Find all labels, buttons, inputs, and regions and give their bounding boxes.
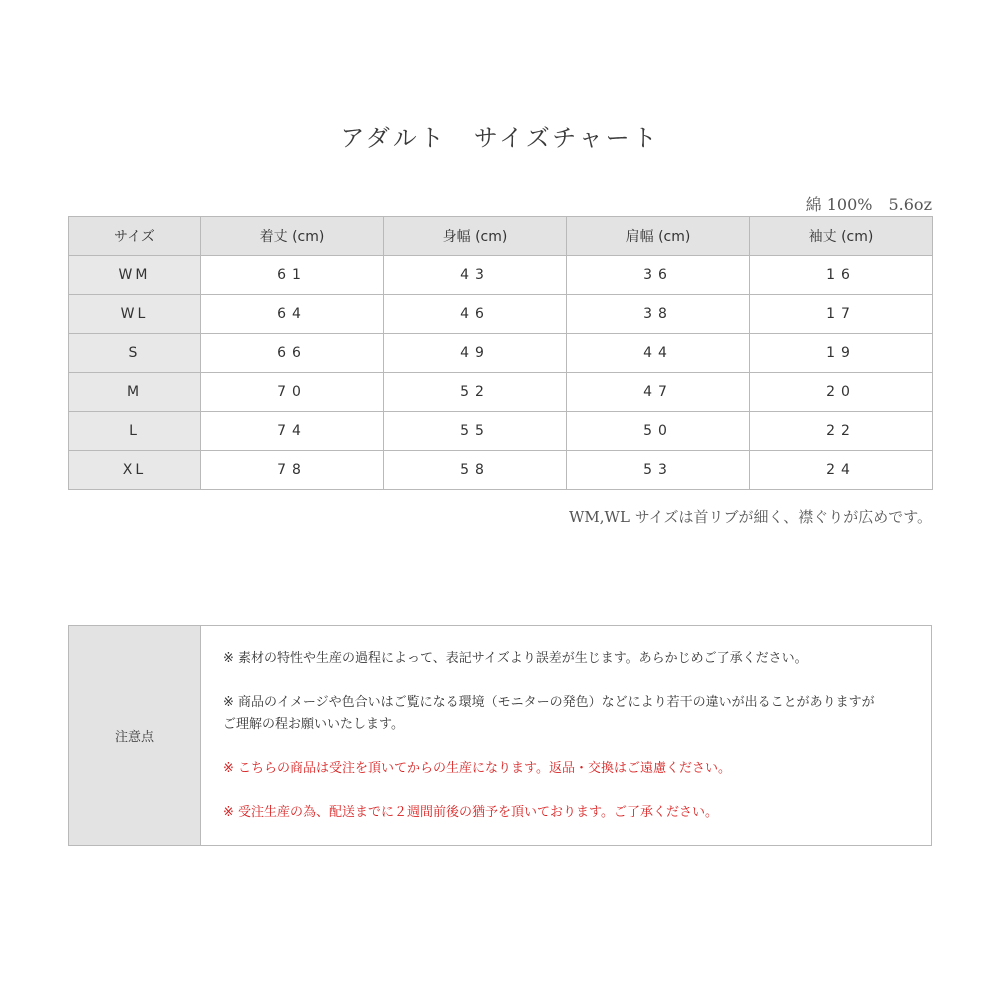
- body-width-value: 55: [384, 412, 567, 451]
- caution-item-warning: ※ こちらの商品は受注を頂いてからの生産になります。返品・交換はご遠慮ください。: [223, 760, 731, 776]
- header-sleeve-length: 袖丈 (cm): [750, 217, 933, 256]
- caution-label: 注意点: [69, 626, 201, 846]
- caution-item-warning: ※ 受注生産の為、配送までに２週間前後の猶予を頂いております。ご了承ください。: [223, 804, 718, 820]
- body-width-value: 43: [384, 256, 567, 295]
- header-body-width: 身幅 (cm): [384, 217, 567, 256]
- caution-table: [68, 625, 932, 846]
- table-row: [69, 256, 933, 295]
- table-header-row: [69, 217, 933, 256]
- shoulder-width-value: 47: [567, 373, 750, 412]
- size-label: L: [69, 412, 201, 451]
- size-chart-table: [68, 216, 933, 490]
- sleeve-length-value: 22: [750, 412, 933, 451]
- length-value: 64: [201, 295, 384, 334]
- body-width-value: 58: [384, 451, 567, 490]
- table-row: [69, 412, 933, 451]
- size-label: XL: [69, 451, 201, 490]
- shoulder-width-value: 38: [567, 295, 750, 334]
- size-label: WM: [69, 256, 201, 295]
- table-row: [69, 451, 933, 490]
- sleeve-length-value: 16: [750, 256, 933, 295]
- page-title: アダルト サイズチャート: [340, 124, 660, 152]
- table-row: [69, 373, 933, 412]
- size-label: WL: [69, 295, 201, 334]
- shoulder-width-value: 36: [567, 256, 750, 295]
- header-shoulder-width: 肩幅 (cm): [567, 217, 750, 256]
- size-note: WM,WL サイズは首リブが細く、襟ぐりが広めです。: [569, 508, 932, 526]
- sleeve-length-value: 20: [750, 373, 933, 412]
- sleeve-length-value: 24: [750, 451, 933, 490]
- length-value: 78: [201, 451, 384, 490]
- header-size: サイズ: [69, 217, 201, 256]
- length-value: 74: [201, 412, 384, 451]
- length-value: 66: [201, 334, 384, 373]
- caution-item: ※ 素材の特性や生産の過程によって、表記サイズより誤差が生じます。あらかじめご了承ください。: [223, 650, 808, 666]
- table-row: [69, 295, 933, 334]
- size-label: M: [69, 373, 201, 412]
- caution-content: [201, 626, 932, 846]
- length-value: 61: [201, 256, 384, 295]
- table-row: [69, 334, 933, 373]
- shoulder-width-value: 53: [567, 451, 750, 490]
- shoulder-width-value: 44: [567, 334, 750, 373]
- sleeve-length-value: 19: [750, 334, 933, 373]
- header-length: 着丈 (cm): [201, 217, 384, 256]
- body-width-value: 46: [384, 295, 567, 334]
- shoulder-width-value: 50: [567, 412, 750, 451]
- sleeve-length-value: 17: [750, 295, 933, 334]
- material-info: 綿 100% 5.6oz: [805, 195, 932, 214]
- size-label: S: [69, 334, 201, 373]
- caution-item: ※ 商品のイメージや色合いはご覧になる環境（モニターの発色）などにより若干の違いが出ることがありますがご理解の程お願いいたします。: [223, 694, 875, 732]
- body-width-value: 49: [384, 334, 567, 373]
- body-width-value: 52: [384, 373, 567, 412]
- length-value: 70: [201, 373, 384, 412]
